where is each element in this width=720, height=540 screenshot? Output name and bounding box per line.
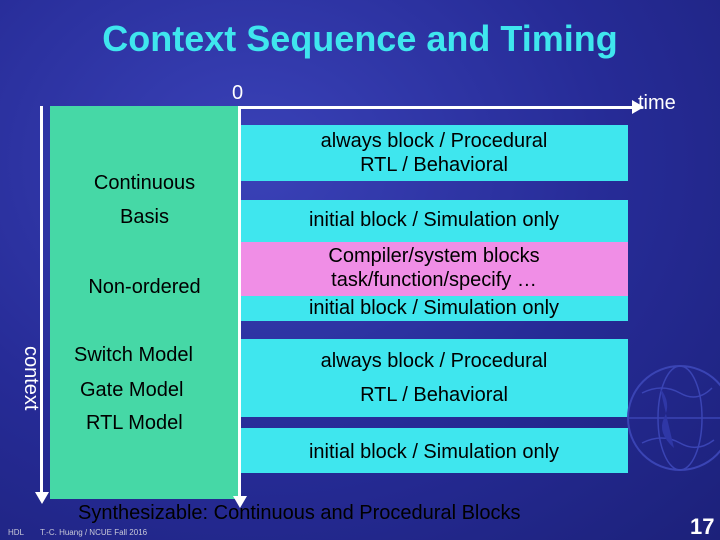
gate-model-label: Gate Model [80,379,184,401]
always-block-text: always block / Procedural [320,130,548,152]
compiler-system-box [240,242,628,296]
continuous-label: Continuous [93,172,196,194]
footer-author: T.-C. Huang / NCUE Fall 2016 [39,528,148,537]
left-green-panel [50,106,239,499]
slide-title: Context Sequence and Timing [102,18,618,59]
rtl-behavioral-text: RTL / Behavioral [360,384,508,406]
context-axis-label [2,346,62,446]
time-axis-arrowhead [632,100,644,114]
initial-block-text: initial block / Simulation only [308,441,560,463]
time-origin-label: 0 [232,82,244,104]
context-axis-arrowhead [35,492,49,504]
rtl-model-label: RTL Model [86,412,183,434]
time-axis-line [240,106,635,109]
time-axis-label: time [638,92,676,114]
always-block-box-top [240,125,628,181]
initial-block-box-bottom [240,428,628,473]
initial-block-box-top [240,200,628,242]
non-ordered-label: Non-ordered [88,276,201,298]
rtl-behavioral-text: RTL / Behavioral [360,154,508,176]
task-function-text: task/function/specify … [331,269,537,291]
basis-label: Basis [120,206,169,228]
initial-block-text: initial block / Simulation only [308,209,560,231]
synthesizable-caption: Synthesizable: Continuous and Procedural Blocks [78,502,521,524]
footer-text [8,528,147,537]
footer-hdl: HDL [8,528,24,537]
always-block-box-bottom [240,339,628,417]
initial-block-box-mid [240,296,628,321]
switch-model-label: Switch Model [74,344,193,366]
compiler-system-text: Compiler/system blocks [328,245,540,267]
always-block-text: always block / Procedural [320,350,548,372]
globe-decoration-icon [602,348,720,498]
page-number: 17 [690,514,715,539]
initial-block-text: initial block / Simulation only [308,297,560,319]
context-label-text: context [20,346,42,411]
timing-axis-line [238,106,241,498]
